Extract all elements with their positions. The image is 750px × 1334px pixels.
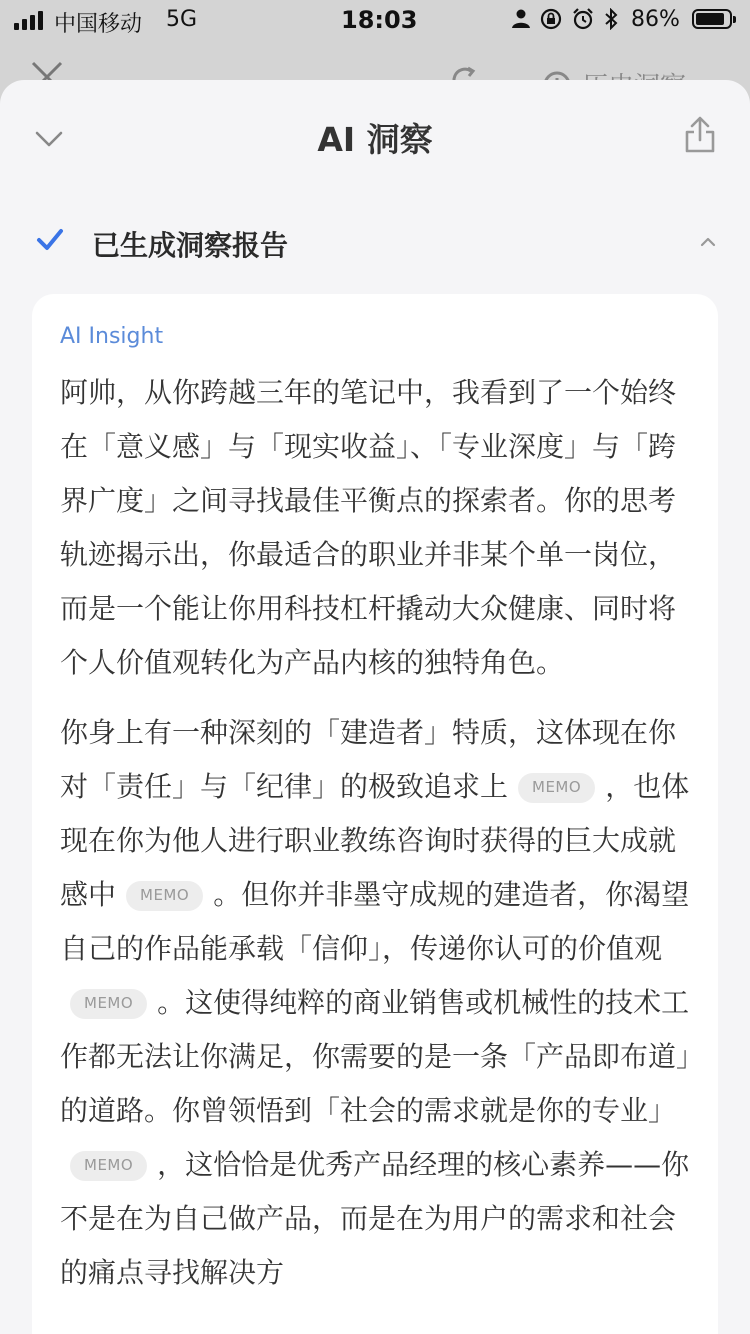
person-icon: [512, 9, 530, 29]
carrier-name: 中国移动: [54, 12, 143, 37]
text-segment: 。这使得纯粹的商业销售或机械性的技术工作都无法让你满足，你需要的是一条「产品即布道」的道路。你曾领悟到「社会的需求就是你的专业」: [60, 986, 691, 1127]
memo-tag[interactable]: MEMO: [126, 881, 203, 911]
text-segment: 。但你并非墨守成规的建造者，你渴望自己的作品能承载「信仰」，传递你认可的价值观: [60, 878, 690, 965]
status-bar: [0, 0, 750, 40]
memo-tag[interactable]: MEMO: [70, 989, 147, 1019]
signal-icon: [14, 10, 43, 30]
rotation-lock-icon: [540, 8, 562, 30]
text-segment: 你身上有一种深刻的「建造者」特质，这体现在你对「责任」与「纪律」的极致追求上: [60, 716, 677, 803]
memo-tag[interactable]: MEMO: [518, 773, 595, 803]
paragraph: 阿帅，从你跨越三年的笔记中，我看到了一个始终在「意义感」与「现实收益」、「专业深度」与「跨界广度」之间寻找最佳平衡点的探索者。你的思考轨迹揭示出，你最适合的职业并非某个单一岗位，而是一个能让你用科技杠杆撬动大众健康、同时将个人价值观转化为产品内核的独特角色。: [60, 376, 677, 679]
share-icon[interactable]: [684, 116, 716, 154]
alarm-icon: [572, 8, 594, 30]
insight-card: [32, 294, 718, 1334]
check-icon: [36, 228, 64, 252]
section-title: 已生成洞察报告: [92, 229, 289, 262]
paragraph: [60, 706, 694, 1300]
card-label: AI Insight: [60, 324, 164, 349]
network-type: 5G: [166, 7, 198, 32]
battery-icon: [692, 9, 732, 29]
ai-insight-sheet: [0, 80, 750, 1334]
sheet-title: AI 洞察: [317, 120, 433, 159]
insight-text: [60, 366, 694, 1316]
memo-tag[interactable]: MEMO: [70, 1151, 147, 1181]
battery-percent: 86%: [631, 7, 680, 32]
status-time: 18:03: [341, 6, 418, 34]
bluetooth-icon: [604, 8, 618, 30]
text-segment: ，也体现在你为他人进行职业教练咨询时获得的巨大成就感中: [60, 770, 690, 911]
report-section-header[interactable]: [36, 220, 716, 270]
text-segment: ，这恰恰是优秀产品经理的核心素养——你不是在为自己做产品，而是在为用户的需求和社会的痛点寻找解决方: [60, 1148, 690, 1289]
chevron-up-icon[interactable]: [700, 236, 716, 248]
